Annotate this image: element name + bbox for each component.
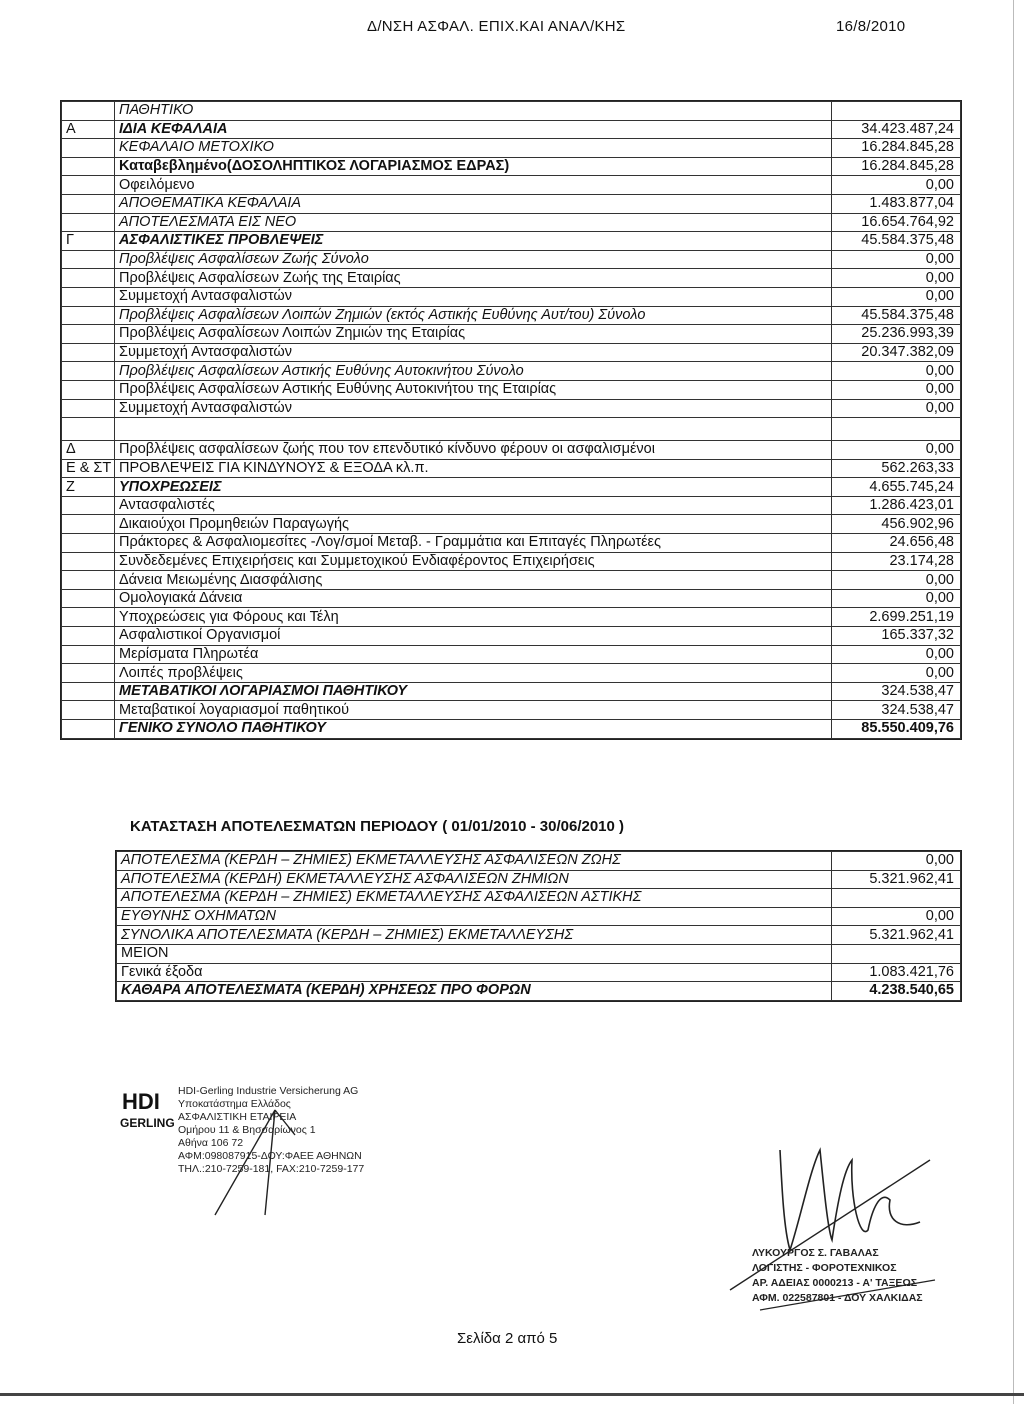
row-code xyxy=(62,552,115,571)
row-description xyxy=(115,418,832,441)
document-date: 16/8/2010 xyxy=(836,18,906,35)
results-table xyxy=(115,850,962,1002)
row-amount: 24.656,48 xyxy=(832,534,961,553)
row-description: ΥΠΟΧΡΕΩΣΕΙΣ xyxy=(115,478,832,497)
row-amount xyxy=(832,418,961,441)
row-amount: 0,00 xyxy=(832,250,961,269)
row-description: ΑΠΟΤΕΛΕΣΜΑΤΑ ΕΙΣ ΝΕΟ xyxy=(115,213,832,232)
table-row xyxy=(62,120,961,139)
row-description: ΑΠΟΤΕΛΕΣΜΑ (ΚΕΡΔΗ – ΖΗΜΙΕΣ) ΕΚΜΕΤΑΛΛΕΥΣΗΣ ΑΣΦΑΛΙΣΕΩΝ ΑΣΤΙΚΗΣ xyxy=(117,889,832,908)
row-code: Γ xyxy=(62,232,115,251)
table-row xyxy=(62,589,961,608)
row-code xyxy=(62,664,115,683)
row-amount: 0,00 xyxy=(832,287,961,306)
row-amount: 562.263,33 xyxy=(832,459,961,478)
table-row xyxy=(62,496,961,515)
department-header: Δ/ΝΣΗ ΑΣΦΑΛ. ΕΠΙΧ.ΚΑΙ ΑΝΑΛ/ΚΗΣ xyxy=(367,18,626,35)
table-row xyxy=(62,720,961,739)
table-row xyxy=(117,944,961,963)
row-amount: 324.538,47 xyxy=(832,682,961,701)
stamp-line: Ομήρου 11 & Βησσαρίωνος 1 xyxy=(178,1124,316,1136)
table-row xyxy=(62,478,961,497)
row-amount: 45.584.375,48 xyxy=(832,306,961,325)
table-row xyxy=(62,232,961,251)
row-amount: 2.699.251,19 xyxy=(832,608,961,627)
results-statement-title: ΚΑΤΑΣΤΑΣΗ ΑΠΟΤΕΛΕΣΜΑΤΩΝ ΠΕΡΙΟΔΟΥ ( 01/01/2010 - 30/06/2010 ) xyxy=(130,818,625,835)
table-row xyxy=(62,269,961,288)
row-code xyxy=(62,380,115,399)
row-code xyxy=(62,645,115,664)
row-amount: 165.337,32 xyxy=(832,627,961,646)
table-row xyxy=(62,362,961,381)
signature-line: ΛΟΓΙΣΤΗΣ - ΦΟΡΟΤΕΧΝΙΚΟΣ xyxy=(752,1262,897,1274)
table-row xyxy=(62,459,961,478)
row-description: ΜΕΙΟΝ xyxy=(117,944,832,963)
row-description: Προβλέψεις Ασφαλίσεων Αστικής Ευθύνης Αυτοκινήτου Σύνολο xyxy=(115,362,832,381)
table-row xyxy=(62,287,961,306)
hdi-gerling-logo xyxy=(120,1087,176,1138)
table-row xyxy=(62,250,961,269)
row-code: Α xyxy=(62,120,115,139)
row-description: ΠΑΘΗΤΙΚΟ xyxy=(115,102,832,121)
row-amount: 16.284.845,28 xyxy=(832,139,961,158)
accountant-stamp xyxy=(752,1246,923,1306)
row-amount: 4.238.540,65 xyxy=(832,982,961,1001)
table-row xyxy=(62,645,961,664)
row-code xyxy=(62,589,115,608)
row-code: Δ xyxy=(62,441,115,460)
row-description: ΜΕΤΑΒΑΤΙΚΟΙ ΛΟΓΑΡΙΑΣΜΟΙ ΠΑΘΗΤΙΚΟΥ xyxy=(115,682,832,701)
row-code xyxy=(62,627,115,646)
table-row xyxy=(62,682,961,701)
stamp-line: HDI-Gerling Industrie Versicherung AG xyxy=(178,1085,359,1097)
table-row xyxy=(117,870,961,889)
signature-line: ΑΦΜ. 022587801 - ΔΟΥ ΧΑΛΚΙΔΑΣ xyxy=(752,1292,923,1304)
row-description: ΑΣΦΑΛΙΣΤΙΚΕΣ ΠΡΟΒΛΕΨΕΙΣ xyxy=(115,232,832,251)
stamp-line: ΤΗΛ.:210-7259-181, FAX:210-7259-177 xyxy=(178,1163,365,1175)
row-description: Προβλέψεις Ασφαλίσεων Λοιπών Ζημιών (εκτός Αστικής Ευθύνης Αυτ/του) Σύνολο xyxy=(115,306,832,325)
row-description: Δικαιούχοι Προμηθειών Παραγωγής xyxy=(115,515,832,534)
table-row xyxy=(62,664,961,683)
row-amount: 1.083.421,76 xyxy=(832,963,961,982)
row-code xyxy=(62,269,115,288)
row-amount: 0,00 xyxy=(832,571,961,590)
table-row xyxy=(117,889,961,908)
table-row xyxy=(62,571,961,590)
row-description: Λοιπές προβλέψεις xyxy=(115,664,832,683)
row-amount: 0,00 xyxy=(832,269,961,288)
row-description: ΚΑΘΑΡΑ ΑΠΟΤΕΛΕΣΜΑΤΑ (ΚΕΡΔΗ) ΧΡΗΣΕΩΣ ΠΡΟ ΦΟΡΩΝ xyxy=(117,982,832,1001)
table-row xyxy=(62,102,961,121)
row-code xyxy=(62,682,115,701)
page-edge xyxy=(1013,0,1014,1404)
row-code xyxy=(62,102,115,121)
row-code xyxy=(62,287,115,306)
table-row xyxy=(62,418,961,441)
row-code xyxy=(62,608,115,627)
stamp-line: Αθήνα 106 72 xyxy=(178,1137,244,1149)
table-row xyxy=(62,194,961,213)
row-description: Αντασφαλιστές xyxy=(115,496,832,515)
row-description: Μεταβατικοί λογαριασμοί παθητικού xyxy=(115,701,832,720)
page-bottom-edge xyxy=(0,1393,1024,1396)
row-description: ΚΕΦΑΛΑΙΟ ΜΕΤΟΧΙΚΟ xyxy=(115,139,832,158)
row-description: Γενικά έξοδα xyxy=(117,963,832,982)
table-row xyxy=(117,907,961,926)
row-code xyxy=(62,139,115,158)
row-amount: 16.284.845,28 xyxy=(832,157,961,176)
table-row xyxy=(62,701,961,720)
liabilities-table xyxy=(60,100,962,740)
row-amount: 324.538,47 xyxy=(832,701,961,720)
table-row xyxy=(62,213,961,232)
row-code: Ε & ΣΤ xyxy=(62,459,115,478)
row-amount xyxy=(832,889,961,908)
row-amount: 0,00 xyxy=(832,645,961,664)
table-row xyxy=(62,306,961,325)
row-code xyxy=(62,720,115,739)
row-description: Ασφαλιστικοί Οργανισμοί xyxy=(115,627,832,646)
row-code xyxy=(62,399,115,418)
row-description: Ομολογιακά Δάνεια xyxy=(115,589,832,608)
row-description: ΑΠΟΤΕΛΕΣΜΑ (ΚΕΡΔΗ) ΕΚΜΕΤΑΛΛΕΥΣΗΣ ΑΣΦΑΛΙΣΕΩΝ ΖΗΜΙΩΝ xyxy=(117,870,832,889)
row-description: ΑΠΟΘΕΜΑΤΙΚΑ ΚΕΦΑΛΑΙΑ xyxy=(115,194,832,213)
row-amount xyxy=(832,102,961,121)
row-description: Προβλέψεις Ασφαλίσεων Ζωής Σύνολο xyxy=(115,250,832,269)
table-row xyxy=(62,534,961,553)
row-code xyxy=(62,362,115,381)
row-amount: 23.174,28 xyxy=(832,552,961,571)
row-description: Οφειλόμενο xyxy=(115,176,832,195)
table-row xyxy=(62,515,961,534)
row-code xyxy=(62,515,115,534)
svg-text:GERLING: GERLING xyxy=(120,1116,175,1130)
row-description: Συμμετοχή Αντασφαλιστών xyxy=(115,287,832,306)
row-description: Συμμετοχή Αντασφαλιστών xyxy=(115,399,832,418)
row-description: Προβλέψεις ασφαλίσεων ζωής που τον επενδυτικό κίνδυνο φέρουν οι ασφαλισμένοι xyxy=(115,441,832,460)
row-description: ΑΠΟΤΕΛΕΣΜΑ (ΚΕΡΔΗ – ΖΗΜΙΕΣ) ΕΚΜΕΤΑΛΛΕΥΣΗΣ ΑΣΦΑΛΙΣΕΩΝ ΖΩΗΣ xyxy=(117,852,832,871)
signature-line: ΑΡ. ΑΔΕΙΑΣ 0000213 - Α' ΤΑΞΕΩΣ xyxy=(752,1277,918,1289)
page-number: Σελίδα 2 από 5 xyxy=(457,1330,558,1347)
row-amount: 4.655.745,24 xyxy=(832,478,961,497)
row-amount: 0,00 xyxy=(832,664,961,683)
stamp-signature-mark xyxy=(195,1105,335,1225)
row-description: Πράκτορες & Ασφαλιομεσίτες -Λογ/σμοί Μεταβ. - Γραμμάτια και Επιταγές Πληρωτέες xyxy=(115,534,832,553)
row-description: Υποχρεώσεις για Φόρους και Τέλη xyxy=(115,608,832,627)
row-code xyxy=(62,213,115,232)
table-row xyxy=(117,852,961,871)
table-row xyxy=(62,343,961,362)
row-description: ΣΥΝΟΛΙΚΑ ΑΠΟΤΕΛΕΣΜΑΤΑ (ΚΕΡΔΗ – ΖΗΜΙΕΣ) ΕΚΜΕΤΑΛΛΕΥΣΗΣ xyxy=(117,926,832,945)
row-amount: 45.584.375,48 xyxy=(832,232,961,251)
row-amount: 5.321.962,41 xyxy=(832,926,961,945)
row-description: Συμμετοχή Αντασφαλιστών xyxy=(115,343,832,362)
row-amount: 0,00 xyxy=(832,176,961,195)
row-amount: 456.902,96 xyxy=(832,515,961,534)
row-amount: 85.550.409,76 xyxy=(832,720,961,739)
table-row xyxy=(62,139,961,158)
table-row xyxy=(117,963,961,982)
row-amount: 0,00 xyxy=(832,441,961,460)
company-stamp xyxy=(120,1085,380,1215)
table-row xyxy=(62,176,961,195)
row-code xyxy=(62,571,115,590)
row-amount: 0,00 xyxy=(832,380,961,399)
table-row xyxy=(62,325,961,344)
table-row xyxy=(62,441,961,460)
row-description: Προβλέψεις Ασφαλίσεων Ζωής της Εταιρίας xyxy=(115,269,832,288)
row-description: Δάνεια Μειωμένης Διασφάλισης xyxy=(115,571,832,590)
signature-line: ΛΥΚΟΥΡΓΟΣ Σ. ΓΑΒΑΛΑΣ xyxy=(752,1247,879,1259)
stamp-line: Υποκατάστημα Ελλάδος xyxy=(178,1098,291,1110)
row-description: ΠΡΟΒΛΕΨΕΙΣ ΓΙΑ ΚΙΝΔΥΝΟΥΣ & ΕΞΟΔΑ κλ.π. xyxy=(115,459,832,478)
row-amount: 25.236.993,39 xyxy=(832,325,961,344)
svg-text:HDI: HDI xyxy=(122,1089,160,1114)
table-row xyxy=(62,552,961,571)
row-amount: 1.286.423,01 xyxy=(832,496,961,515)
row-description: Συνδεδεμένες Επιχειρήσεις και Συμμετοχικού Ενδιαφέροντος Επιχειρήσεις xyxy=(115,552,832,571)
row-amount: 34.423.487,24 xyxy=(832,120,961,139)
row-amount: 5.321.962,41 xyxy=(832,870,961,889)
row-description: ΕΥΘΥΝΗΣ ΟΧΗΜΑΤΩΝ xyxy=(117,907,832,926)
row-code xyxy=(62,534,115,553)
table-row xyxy=(117,926,961,945)
row-amount xyxy=(832,944,961,963)
row-code xyxy=(62,306,115,325)
row-description: ΓΕΝΙΚΟ ΣΥΝΟΛΟ ΠΑΘΗΤΙΚΟΥ xyxy=(115,720,832,739)
row-amount: 0,00 xyxy=(832,852,961,871)
row-amount: 0,00 xyxy=(832,362,961,381)
row-description: Προβλέψεις Ασφαλίσεων Λοιπών Ζημιών της Εταιρίας xyxy=(115,325,832,344)
table-row xyxy=(62,157,961,176)
row-amount: 0,00 xyxy=(832,399,961,418)
table-row xyxy=(62,627,961,646)
table-row xyxy=(62,608,961,627)
row-code xyxy=(62,418,115,441)
row-code xyxy=(62,343,115,362)
row-code xyxy=(62,194,115,213)
row-code xyxy=(62,250,115,269)
row-amount: 0,00 xyxy=(832,589,961,608)
row-code xyxy=(62,157,115,176)
row-description: Προβλέψεις Ασφαλίσεων Αστικής Ευθύνης Αυτοκινήτου της Εταιρίας xyxy=(115,380,832,399)
row-description: Μερίσματα Πληρωτέα xyxy=(115,645,832,664)
table-row xyxy=(62,380,961,399)
stamp-line: ΑΦΜ:098087915-ΔΟΥ:ΦΑΕΕ ΑΘΗΝΩΝ xyxy=(178,1150,362,1162)
row-amount: 0,00 xyxy=(832,907,961,926)
row-description: ΙΔΙΑ ΚΕΦΑΛΑΙΑ xyxy=(115,120,832,139)
row-code: Ζ xyxy=(62,478,115,497)
table-row xyxy=(62,399,961,418)
row-code xyxy=(62,701,115,720)
stamp-line: ΑΣΦΑΛΙΣΤΙΚΗ ΕΤΑΙΡΕΙΑ xyxy=(178,1111,297,1123)
table-row xyxy=(117,982,961,1001)
row-code xyxy=(62,325,115,344)
row-code xyxy=(62,496,115,515)
row-description: Καταβεβλημένο(ΔΟΣΟΛΗΠΤΙΚΟΣ ΛΟΓΑΡΙΑΣΜΟΣ ΕΔΡΑΣ) xyxy=(115,157,832,176)
row-amount: 1.483.877,04 xyxy=(832,194,961,213)
row-amount: 16.654.764,92 xyxy=(832,213,961,232)
row-amount: 20.347.382,09 xyxy=(832,343,961,362)
row-code xyxy=(62,176,115,195)
